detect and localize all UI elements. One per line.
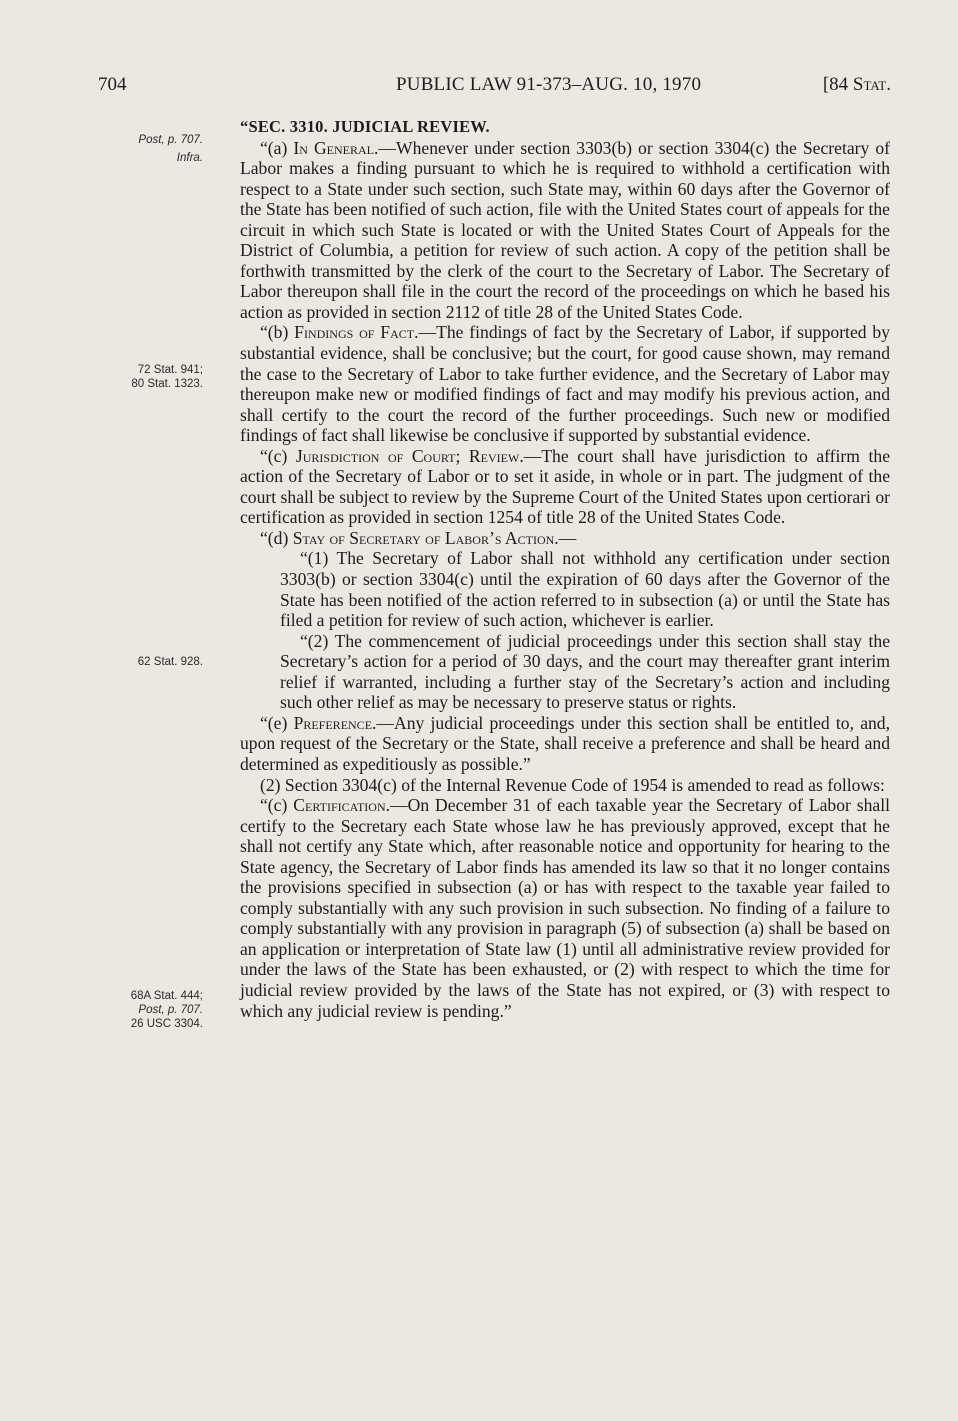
subsection-d xyxy=(240,528,890,549)
subsection-c-text: —The court shall have jurisdiction to affirm the action of the Secretary of Labor or to set it aside, in whole or in part. The judgment of the court shall be subject to review by the Supreme Court of the United States upon certiorari or certification as provided in section 1254 of title 28 of the United States Code. xyxy=(240,445,891,528)
margin-note-3-line-1: 62 Stat. 928. xyxy=(137,656,203,668)
margin-note-4-line-1: 68A Stat. 444; xyxy=(130,990,203,1002)
subsection-b-label: “(b) xyxy=(260,322,295,343)
section-heading xyxy=(240,116,890,138)
margin-note-4-line-2: Post, p. 707. xyxy=(138,1004,203,1016)
certification-subsection xyxy=(240,795,890,1021)
margin-note-4-line-3: 26 USC 3304. xyxy=(130,1018,203,1030)
certification-heading: Certification. xyxy=(293,795,391,816)
margin-note-2-line-2: 80 Stat. 1323. xyxy=(131,378,203,390)
subsection-e-label: “(e) xyxy=(260,712,294,733)
subsection-b-heading: Findings of Fact. xyxy=(294,322,419,343)
margin-note-2 xyxy=(70,363,203,391)
margin-note-1-line-1: Post, p. 707. xyxy=(138,134,203,146)
running-title: PUBLIC LAW 91-373–AUG. 10, 1970 xyxy=(396,74,702,95)
subsection-d-2: “(2) The commencement of judicial proceedings under this section shall stay the Secretary’s action for a period of 30 days, and the court may thereafter grant interim relief if warranted, including a further stay of the Secretary’s action and including such other relief as may be necessary to preserve status or rights. xyxy=(280,630,890,713)
section-2-amendment: (2) Section 3304(c) of the Internal Revenue Code of 1954 is amended to read as follows: xyxy=(260,774,885,795)
statute-body xyxy=(240,116,890,1021)
subsection-d-1: “(1) The Secretary of Labor shall not withhold any certification under section 3303(b) or section 3304(c) until the expiration of 60 days after the Governor of the State has been notified of the action referred to in subsection (a) or until the State has filed a petition for review of such action, whichever is earlier. xyxy=(280,548,890,631)
subsection-d-label: “(d) xyxy=(260,527,293,548)
subsection-b xyxy=(240,322,890,445)
certification-text: —On December 31 of each taxable year the Secretary of Labor shall certify to the Secretary each State whose law he has previously approved, except that he shall not certify any State which, after reasonable notice and opportunity for hearing to the State agency, the Secretary of Labor finds has amended its law so that it no longer contains the provisions specified in subsection (a) or has with respect to the taxable year failed to comply substantially with any such provision in such subsection. No finding of a failure to comply substantially with any provision in paragraph (5) of subsection (a) shall be based on an application or interpretation of State law (1) until all administrative review provided for under the laws of the State has been exhausted, or (2) with respect to which the time for judicial review provided by the laws of the State has not expired, or (3) with respect to which any judicial review is pending.” xyxy=(240,795,891,1021)
subsection-e xyxy=(240,713,890,775)
margin-note-2-line-1: 72 Stat. 941; xyxy=(137,364,203,376)
volume-prefix: [84 xyxy=(822,74,853,95)
margin-note-3 xyxy=(70,655,203,669)
subsection-a-text: —Whenever under section 3303(b) or section 3304(c) the Secretary of Labor makes a finding pursuant to which he is required to withhold a certification with respect to a State under such section, such State may, within 60 days after the Governor of the State has been notified of such action, file with the United States court of appeals for the circuit in which such State is located or with the United States Court of Appeals for the District of Columbia, a petition for review of such action. A copy of the petition shall be forthwith transmitted by the clerk of the court to the Secretary of Labor. The Secretary of Labor thereupon shall file in the court the record of the proceedings on which he based his action as provided in section 2112 of title 28 of the United States Code. xyxy=(240,137,891,322)
subsection-e-heading: Preference. xyxy=(293,712,377,733)
volume-stat: Stat. xyxy=(852,74,891,95)
subsection-d-heading: Stay of Secretary of Labor’s Action. xyxy=(292,527,559,548)
subsection-a-heading: In General. xyxy=(293,137,379,158)
margin-note-1 xyxy=(70,133,203,165)
subsection-c-label: “(c) xyxy=(260,445,296,466)
subsection-a xyxy=(240,138,890,323)
margin-note-4 xyxy=(70,989,203,1031)
subsection-d-dash: — xyxy=(558,527,577,548)
subsection-c-heading: Jurisdiction of Court; Review. xyxy=(295,445,524,466)
subsection-b-text: —The findings of fact by the Secretary of Labor, if supported by substantial evidence, shall be conclusive; but the court, for good cause shown, may remand the case to the Secretary of Labor to take further evidence, and the Secretary of Labor may thereupon make new or modified findings of fact and may modify his previous action, and shall certify to the court the record of the further proceedings. Such new or modified findings of fact shall likewise be conclusive if supported by substantial evidence. xyxy=(240,322,890,446)
subsection-e-text: —Any judicial proceedings under this section shall be entitled to, and, upon request of the Secretary or the State, shall receive a preference and shall be heard and determined as expeditiously as possible.” xyxy=(240,712,891,774)
page-header xyxy=(98,74,891,100)
section-heading-text: “SEC. 3310. JUDICIAL REVIEW. xyxy=(240,117,490,136)
subsection-c xyxy=(240,446,890,528)
page-number: 704 xyxy=(98,74,127,95)
certification-label: “(c) xyxy=(260,795,294,816)
volume-reference xyxy=(823,74,891,96)
margin-note-1-line-2: Infra. xyxy=(176,152,203,164)
subsection-a-label: “(a) xyxy=(260,137,294,158)
